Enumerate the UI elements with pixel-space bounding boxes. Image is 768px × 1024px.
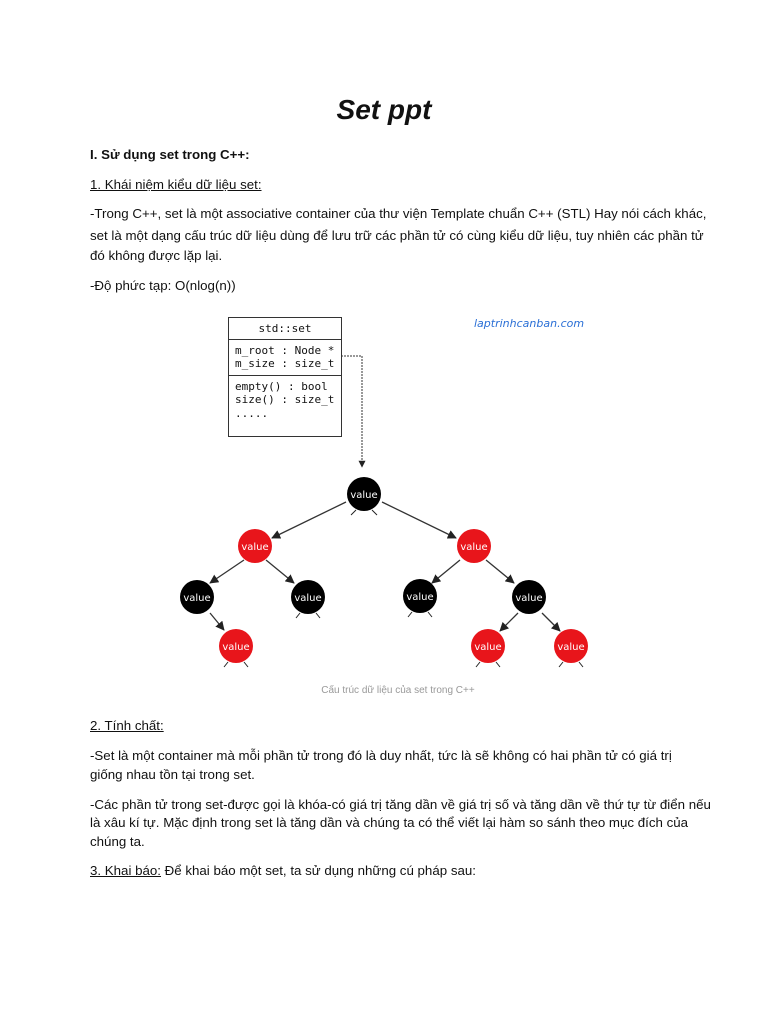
node-rrl-red (471, 629, 505, 667)
node-label: value (515, 593, 543, 604)
para3-line-2: là xâu kí tự. Mặc định trong set là tăng dần và chúng ta có thể viết lại hàm so sánh theo mục đích của (90, 815, 689, 830)
edge-rr-rrl (500, 613, 518, 631)
set-structure-figure (176, 307, 620, 707)
edge-root-right (382, 502, 456, 538)
complexity-text: -Độ phức tạp: O(nlog(n)) (90, 278, 236, 293)
section-heading-1: I. Sử dụng set trong C++: (90, 147, 250, 162)
node-ll-black (180, 580, 214, 614)
node-label: value (222, 642, 250, 653)
declaration-line (90, 861, 476, 880)
edge-rr-rrr (542, 613, 560, 631)
declaration-text: Để khai báo một set, ta sử dụng những cú pháp sau: (160, 863, 476, 878)
node-root (347, 477, 381, 515)
figure-caption: Cấu trúc dữ liệu của set trong C++ (321, 685, 475, 696)
edge-root-left (272, 502, 346, 538)
class-name: std::set (229, 318, 341, 340)
node-label: value (294, 593, 322, 604)
node-llr-red (219, 629, 253, 667)
node-left-red (238, 529, 272, 563)
node-rrr-red (554, 629, 588, 667)
node-label: value (557, 642, 585, 653)
node-label: value (460, 542, 488, 553)
edge-l-lr (266, 560, 294, 583)
node-lr-black (291, 580, 325, 618)
para2-line-1: -Set là một container mà mỗi phần tử trong đó là duy nhất, tức là sẽ không có hai phần tử có giá trị (90, 748, 672, 763)
para1-line-1: -Trong C++, set là một associative container của thư viện Template chuẩn C++ (STL) Hay nói cách khác, (90, 206, 707, 221)
root-pointer-line (341, 356, 362, 467)
edge-r-rr (486, 560, 514, 583)
node-right-red (457, 529, 491, 563)
node-label: value (241, 542, 269, 553)
doc-title: Set ppt (336, 94, 432, 125)
para3-line-1: -Các phần tử trong set-được gọi là khóa-có giá trị tăng dần về giá trị số và tăng dần về thứ tự từ điển nếu (90, 797, 711, 812)
node-label: value (406, 592, 434, 603)
method-size: size() : size_t (235, 393, 335, 406)
edge-ll-llr (210, 613, 224, 630)
para3-line-3: chúng ta. (90, 834, 145, 849)
tree-edges (210, 502, 560, 631)
node-label: value (183, 593, 211, 604)
subheading-declaration: 3. Khai báo: (90, 863, 161, 878)
node-label: value (474, 642, 502, 653)
method-ellipsis: ..... (235, 406, 269, 420)
member-size: m_size : size_t (235, 357, 335, 370)
node-label: value (350, 490, 378, 501)
edge-l-ll (210, 560, 244, 583)
para1-line-3: đó không được lặp lại. (90, 248, 223, 263)
subheading-properties: 2. Tính chất: (90, 718, 164, 733)
node-rr-black (512, 580, 546, 614)
edge-r-rl (432, 560, 460, 583)
member-root: m_root : Node * (235, 343, 335, 357)
para1-line-2: set là một dạng cấu trúc dữ liệu dùng để lưu trữ các phần tử có cùng kiểu dữ liệu, tuy nhiên các phần tử (90, 228, 704, 243)
para2-line-2: giống nhau tồn tại trong set. (90, 767, 255, 782)
node-rl-black (403, 579, 437, 617)
method-empty: empty() : bool (235, 379, 328, 393)
site-watermark: laptrinhcanban.com (474, 317, 585, 330)
subheading-concept: 1. Khái niệm kiểu dữ liệu set: (90, 177, 262, 192)
red-black-tree-diagram (176, 307, 620, 707)
